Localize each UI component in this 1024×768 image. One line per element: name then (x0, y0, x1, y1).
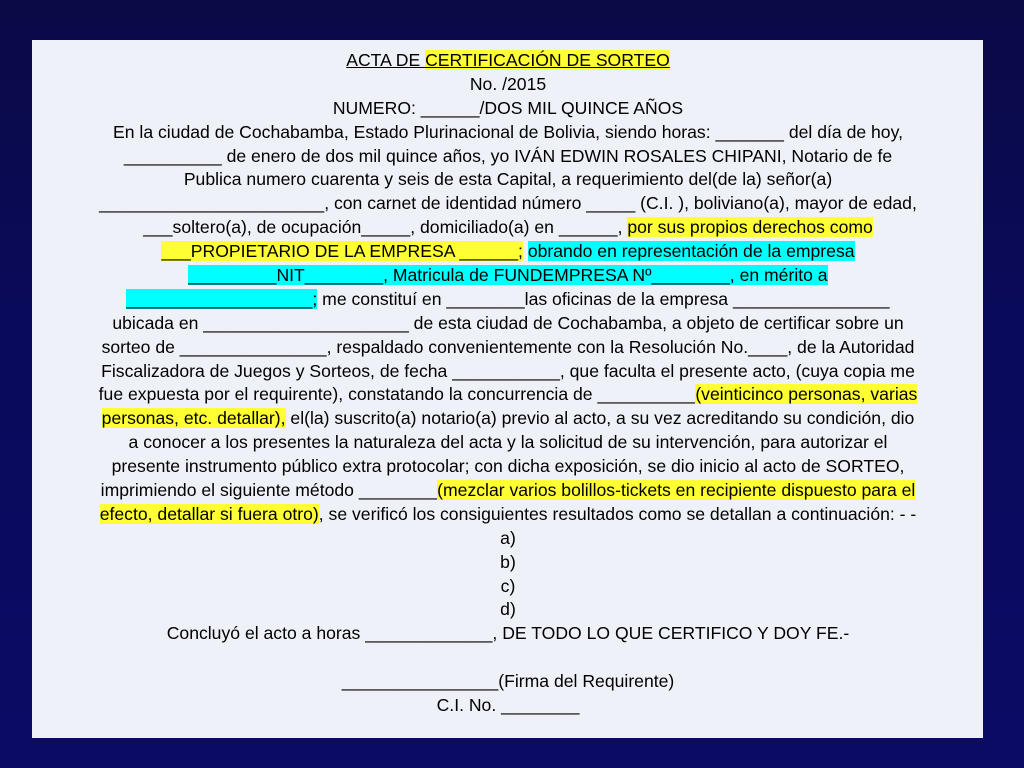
body-line-17-text: , se verificó los consiguientes resultados como se detallan a continuación: - - (318, 503, 917, 524)
title-highlight: CERTIFICACIÓN DE SORTEO (425, 50, 670, 70)
body-line-5 (40, 216, 976, 240)
body-line-12 (40, 383, 976, 407)
result-item-a: a) (500, 527, 516, 548)
body-line-17 (40, 503, 976, 527)
body-line-2: __________ de enero de dos mil quince años, yo IVÁN EDWIN ROSALES CHIPANI, Notario de fe (123, 145, 893, 166)
body-line-1: En la ciudad de Cochabamba, Estado Plurinacional de Bolivia, siendo horas: _______ del día de hoy, (113, 121, 903, 142)
body-line-13 (40, 407, 976, 431)
body-line-12-text: fue expuesta por el requirente), constatando la concurrencia de __________ (98, 384, 696, 405)
body-line-7 (40, 264, 976, 288)
body-line-5-text: ___soltero(a), de ocupación_____, domiciliado(a) en ______, (143, 217, 628, 238)
body-line-15: presente instrumento público extra protocolar; con dicha exposición, se dio inicio al acto de SORTEO, (111, 456, 905, 477)
body-line-6-highlight-yellow: ___PROPIETARIO DE LA EMPRESA ______; (161, 241, 523, 262)
body-line-12-highlight: (veinticinco personas, varias (695, 384, 918, 405)
numero-blank: ______ (420, 97, 480, 118)
document-title (40, 49, 976, 73)
body-line-16 (40, 479, 976, 503)
numero-line (40, 97, 976, 121)
body-line-13-highlight: personas, etc. detallar), (101, 408, 286, 429)
numero-text: /DOS MIL QUINCE AÑOS (479, 97, 684, 118)
signature-line: ________________(Firma del Requirente) (341, 671, 675, 692)
body-line-14: a conocer a los presentes la naturaleza del acta y la solicitud de su intervención, para autorizar el (128, 432, 888, 453)
body-line-17-highlight: efecto, detallar si fuera otro) (99, 503, 319, 524)
body-line-8-highlight-cyan: ___________________; (126, 288, 318, 309)
spacer (40, 646, 976, 670)
body-line-16-text: imprimiendo el siguiente método ________ (100, 480, 438, 501)
body-line-6-highlight-cyan: obrando en representación de la empresa (527, 241, 855, 262)
document-number: No. /2015 (469, 73, 547, 94)
body-line-11: Fiscalizadora de Juegos y Sorteos, de fecha ___________, que faculta el presente acto, (cuya copia me (101, 360, 915, 381)
body-line-16-highlight: (mezclar varios bolillos-tickets en recipiente dispuesto para el (437, 480, 916, 501)
body-line-8-text: me constituí en ________las oficinas de la empresa ________________ (317, 288, 890, 309)
body-line-8 (40, 288, 976, 312)
body-line-4: _______________________, con carnet de identidad número _____ (C.I. ), boliviano(a), mayor de edad, (99, 193, 917, 214)
body-line-5-highlight: por sus propios derechos como (627, 217, 873, 238)
body-line-7-highlight-cyan: _________NIT________, Matricula de FUNDEMPRESA Nº________, en mérito a (188, 265, 828, 286)
body-line-6 (40, 240, 976, 264)
result-item-c: c) (500, 575, 516, 596)
body-line-3: Publica numero cuarenta y seis de esta Capital, a requerimiento del(de la) señor(a) (183, 169, 833, 190)
body-line-13-text: el(la) suscrito(a) notario(a) previo al acto, a su vez acreditando su condición, dio (285, 408, 915, 429)
ci-line: C.I. No. ________ (436, 695, 580, 716)
body-line-9: ubicada en _____________________ de esta ciudad de Cochabamba, a objeto de certificar sobre un (112, 312, 904, 333)
document-body (40, 49, 976, 718)
title-prefix: ACTA DE (346, 50, 426, 70)
result-item-b: b) (500, 551, 516, 572)
closing-line: Concluyó el acto a horas _____________, DE TODO LO QUE CERTIFICO Y DOY FE.- (166, 623, 850, 644)
slide-page (32, 40, 983, 738)
result-item-d: d) (500, 599, 516, 620)
numero-label: NUMERO: (332, 97, 421, 118)
body-line-10: sorteo de _______________, respaldado convenientemente con la Resolución No.____, de la Autoridad (101, 336, 915, 357)
